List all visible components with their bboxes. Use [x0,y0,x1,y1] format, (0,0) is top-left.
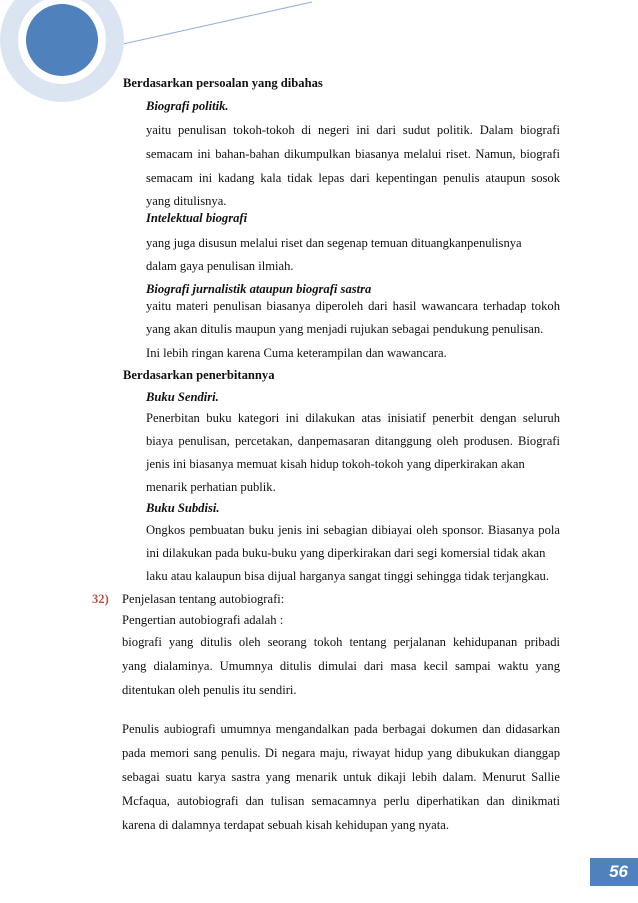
item-title: Buku Sendiri. [146,390,219,404]
body-line: yaitu materi penulisan biasanya diperoleh dari hasil wawancara terhadap tokoh [146,299,560,313]
body-line: Ini lebih ringan karena Cuma keterampilan dan wawancara. [146,346,447,360]
body-line: yaitu penulisan tokoh-tokoh di negeri ini dari sudut politik. Dalam biografi [146,123,560,137]
body-line: ditentukan oleh penulis itu sendiri. [122,683,297,697]
body-line: yang akan ditulis maupun yang menjadi rujukan sebagai pendukung penulisan. [146,322,544,336]
item-title: Buku Subdisi. [146,501,220,515]
corner-decoration [0,0,320,110]
body-line: Ongkos pembuatan buku jenis ini sebagian dibiayai oleh sponsor. Biasanya pola [146,523,560,537]
item-heading: Penjelasan tentang autobiografi: [122,592,285,606]
body-line: biografi yang ditulis oleh seorang tokoh tentang perjalanan kehidupanan pribadi [122,635,560,649]
body-line: pada memori sang penulis. Di negara maju, riwayat hidup yang dibukukan dianggap [122,746,560,760]
body-line: semacam ini kadang kala tidak lepas dari kepentingan penulis ataupun sosok [146,171,560,185]
item-title: Biografi politik. [146,99,229,113]
body-line: yang juga disusun melalui riset dan segenap temuan dituangkanpenulisnya [146,236,522,250]
list-number: 32) [92,592,109,606]
body-line: biaya penulisan, percetakan, danpemasaran ditanggung oleh produsen. Biografi [146,434,560,448]
body-line: yang dialaminya. Umumnya ditulis dimulai dari masa kecil sampai waktu yang [122,659,560,673]
section-heading-penerbitan: Berdasarkan penerbitannya [123,368,275,382]
page-number: 56 [609,862,628,881]
body-line: sebagai suatu karya sastra yang menarik untuk dikaji lebih dalam. Menurut Sallie [122,770,560,784]
body-line: Penulis aubiografi umumnya mengandalkan pada berbagai dokumen dan didasarkan [122,722,560,736]
body-line: laku atau kalaupun bisa dijual harganya sangat tinggi sehingga tidak terjangkau. [146,569,549,583]
section-heading-persoalan: Berdasarkan persoalan yang dibahas [123,76,323,90]
body-line: jenis ini biasanya memuat kisah hidup tokoh-tokoh yang diperkirakan akan [146,457,525,471]
body-line: Penerbitan buku kategori ini dilakukan atas inisiatif penerbit dengan seluruh [146,411,560,425]
body-line: semacam ini bahan-bahan dikumpulkan biasanya melalui riset. Namun, biografi [146,147,560,161]
body-line: menarik perhatian publik. [146,480,276,494]
body-line: karena di dalamnya terdapat sebuah kisah kehidupan yang nyata. [122,818,449,832]
page-number-box [590,858,638,886]
body-line: ini dilakukan pada buku-buku yang diperkirakan dari segi komersial tidak akan [146,546,546,560]
item-title: Intelektual biografi [146,211,248,225]
body-line: Mcfaqua, autobiografi dan tulisan semacamnya perlu diperhatikan dan dinikmati [122,794,560,808]
item-title: Biografi jurnalistik ataupun biografi sastra [146,282,372,296]
body-line: dalam gaya penulisan ilmiah. [146,259,294,273]
body-line: yang ditulisnya. [146,194,227,208]
item-subheading: Pengertian autobiografi adalah : [122,613,284,627]
